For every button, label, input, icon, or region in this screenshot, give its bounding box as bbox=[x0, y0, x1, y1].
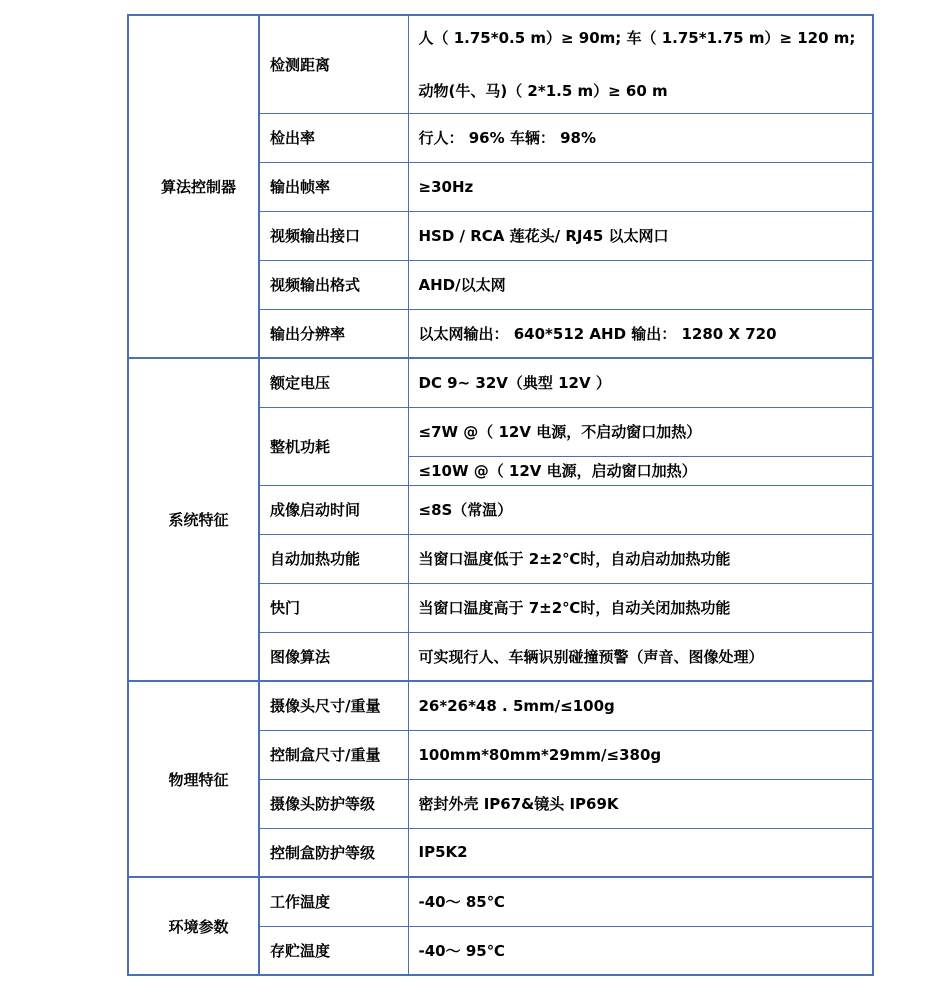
table-row bbox=[128, 15, 873, 113]
param-camera-size-weight: 摄像头尺寸/重量 bbox=[259, 681, 408, 730]
table-row bbox=[128, 681, 873, 730]
value-shutter: 当窗口温度高于 7±2℃时，自动关闭加热功能 bbox=[408, 583, 873, 632]
param-storage-temp: 存贮温度 bbox=[259, 926, 408, 975]
param-frame-rate: 输出帧率 bbox=[259, 162, 408, 211]
param-camera-protection: 摄像头防护等级 bbox=[259, 779, 408, 828]
value-storage-temp: -40～ 95℃ bbox=[408, 926, 873, 975]
param-video-interface: 视频输出接口 bbox=[259, 211, 408, 260]
group-label-system-features: 系统特征 bbox=[128, 358, 259, 681]
group-label-algorithm-controller: 算法控制器 bbox=[128, 15, 259, 358]
value-power-no-heating: ≤7W @（ 12V 电源，不启动窗口加热） bbox=[408, 407, 873, 456]
param-auto-heating: 自动加热功能 bbox=[259, 534, 408, 583]
value-rated-voltage: DC 9~ 32V（典型 12V ） bbox=[408, 358, 873, 407]
value-line-1: 人（ 1.75*0.5 m）≥ 90m; 车（ 1.75*1.75 m）≥ 120 m; bbox=[418, 29, 856, 48]
param-controlbox-size-weight: 控制盒尺寸/重量 bbox=[259, 730, 408, 779]
param-detection-distance: 检测距离 bbox=[259, 15, 408, 113]
param-video-format: 视频输出格式 bbox=[259, 260, 408, 309]
value-controlbox-size-weight: 100mm*80mm*29mm/≤380g bbox=[408, 730, 873, 779]
value-resolution: 以太网输出： 640*512 AHD 输出： 1280 X 720 bbox=[408, 309, 873, 358]
value-controlbox-protection: IP5K2 bbox=[408, 828, 873, 877]
value-frame-rate: ≥30Hz bbox=[408, 162, 873, 211]
value-operating-temp: -40～ 85℃ bbox=[408, 877, 873, 926]
value-auto-heating: 当窗口温度低于 2±2℃时，自动启动加热功能 bbox=[408, 534, 873, 583]
value-line-2: 动物(牛、马)（ 2*1.5 m）≥ 60 m bbox=[418, 82, 668, 101]
param-operating-temp: 工作温度 bbox=[259, 877, 408, 926]
value-image-algorithm: 可实现行人、车辆识别碰撞预警（声音、图像处理） bbox=[408, 632, 873, 681]
param-shutter: 快门 bbox=[259, 583, 408, 632]
value-camera-size-weight: 26*26*48 . 5mm/≤100g bbox=[408, 681, 873, 730]
param-rated-voltage: 额定电压 bbox=[259, 358, 408, 407]
param-image-algorithm: 图像算法 bbox=[259, 632, 408, 681]
value-detection-distance bbox=[408, 15, 873, 113]
group-label-physical-features: 物理特征 bbox=[128, 681, 259, 877]
param-imaging-startup: 成像启动时间 bbox=[259, 485, 408, 534]
table-row bbox=[128, 877, 873, 926]
param-controlbox-protection: 控制盒防护等级 bbox=[259, 828, 408, 877]
value-detection-rate: 行人： 96% 车辆： 98% bbox=[408, 113, 873, 162]
value-camera-protection: 密封外壳 IP67&镜头 IP69K bbox=[408, 779, 873, 828]
table-row bbox=[128, 358, 873, 407]
value-power-heating: ≤10W @（ 12V 电源，启动窗口加热） bbox=[408, 456, 873, 485]
value-video-format: AHD/以太网 bbox=[408, 260, 873, 309]
value-video-interface: HSD / RCA 莲花头/ RJ45 以太网口 bbox=[408, 211, 873, 260]
value-imaging-startup: ≤8S（常温） bbox=[408, 485, 873, 534]
param-detection-rate: 检出率 bbox=[259, 113, 408, 162]
param-power-consumption: 整机功耗 bbox=[259, 407, 408, 485]
spec-table bbox=[127, 14, 874, 976]
group-label-environment: 环境参数 bbox=[128, 877, 259, 975]
param-resolution: 输出分辨率 bbox=[259, 309, 408, 358]
